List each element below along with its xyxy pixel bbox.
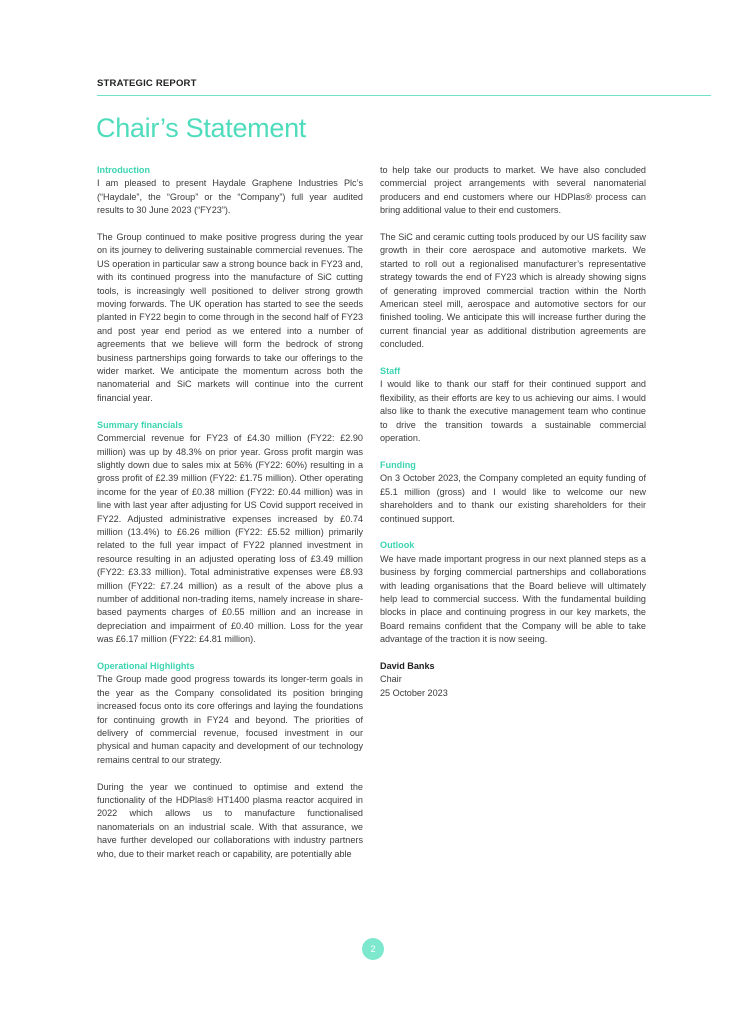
left-column (97, 164, 363, 874)
signatory-role: Chair (380, 674, 402, 685)
summary-financials-heading: Summary financials (97, 419, 183, 430)
page-title: Chair’s Statement (96, 113, 307, 143)
summary-financials-paragraph: Commercial revenue for FY23 of £4.30 million (FY22: £2.90 million) was up by 48.3% on prior year. Gross profit margin was slightly down due to sales mix at 56% (FY22: 60%) resulting in a gross profit of £2.39 million (FY22: £1.75 million). Other operating income for the year of £0.38 million (FY22: £0.44 million) was in line with last year after adjusting for US Covid support received in FY22. Adjusted administrative expenses increased by £0.74 million (13.4%) to £6.26 million (FY22: £5.52 million) primarily related to the full year impact of FY22 planned investment in resource resulting in an adjusted operating loss of £3.49 million (FY22: £3.33 million). Total administrative expenses were £8.93 million (FY22: £7.24 million) as a result of the above plus a number of additional non-trading items, namely increase in share-based payments charges of £0.55 million and an increase in depreciation and impairment of £0.40 million. Loss for the year was £6.17 million (FY22: £4.81 million). (97, 433, 363, 645)
staff-heading: Staff (380, 366, 401, 377)
funding-heading: Funding (380, 459, 416, 470)
continuation-paragraph: The SiC and ceramic cutting tools produced by our US facility saw growth in their core aerospace and automotive markets. We started to roll out a regionalised manufacturer’s representative strategy towards the end of FY23 which is already showing signs of generating improved commercial traction within the North American steel mill, aerospace and automotive sectors for our finished tooling. We anticipate this will increase further during the current financial year as additional distribution agreements are concluded. (380, 232, 646, 350)
outlook-section (380, 539, 646, 646)
signature-block (380, 660, 646, 700)
introduction-heading: Introduction (97, 165, 151, 175)
outlook-paragraph: We have made important progress in our next planned steps as a business by forging commercial partnerships and collaborations with leading organisations that the Board believe will ultimately help lead to commercial success. With the fundamental building blocks in place and continuing progress in our key markets, the Board remains confident that the Company will be able to take advantage of the traction it is now seeing. (380, 553, 646, 645)
staff-paragraph: I would like to thank our staff for their continued support and flexibility, as their efforts are key to us achieving our aims. I would also like to thank the executive management team who continue to drive the transition towards a sustainable commercial operation. (380, 379, 646, 444)
summary-financials-section (97, 419, 363, 647)
section-label: STRATEGIC REPORT (97, 78, 197, 89)
funding-paragraph: On 3 October 2023, the Company completed an equity funding of £5.1 million (gross) and I would like to welcome our new shareholders and to thank our existing shareholders for their continued support. (380, 473, 646, 524)
operational-highlights-paragraph: During the year we continued to optimise and extend the functionality of the HDPlas® HT1400 plasma reactor acquired in 2022 which allows us to manufacture functionalised nanomaterials on an industrial scale. With that assurance, we have further developed our collaborations with industry partners who, due to their market reach or capability, are potentially able (97, 781, 363, 859)
outlook-heading: Outlook (380, 540, 415, 551)
introduction-section (97, 164, 363, 405)
operational-highlights-paragraph: The Group made good progress towards its longer-term goals in the year as the Company consolidated its position bringing increased focus onto its core offerings and laying the foundations for continuing growth in FY24 and beyond. The priorities of delivery of commercial revenue, focused investment in our physical and human capacity and development of our technology remains central to our strategy. (97, 674, 363, 765)
staff-section (380, 365, 646, 445)
signature-date: 25 October 2023 (380, 687, 448, 698)
funding-section (380, 459, 646, 526)
continuation-paragraph: to help take our products to market. We have also concluded commercial project arrangements with several nanomaterial producers and end customers where our HDPlas® process can bring additional value to their end customers. (380, 165, 646, 216)
introduction-paragraph: I am pleased to present Haydale Graphene Industries Plc’s (“Haydale”, the “Group” or the “Company”) full year audited results to 30 June 2023 (“FY23”). (97, 178, 363, 216)
header-divider (97, 95, 711, 96)
continuation-section (380, 164, 646, 352)
page-number-badge: 2 (362, 938, 384, 960)
operational-highlights-heading: Operational Highlights (97, 660, 195, 671)
signatory-name: David Banks (380, 660, 435, 671)
right-column (380, 164, 646, 700)
introduction-paragraph: The Group continued to make positive progress during the year on its journey to delivering sustainable commercial revenues. The US operation in particular saw a strong bounce back in FY23 and, with its continued progress into the manufacture of SiC cutting tools, is increasingly well positioned to deliver strong growth moving forwards. The UK operation has started to see the seeds planted in FY22 begin to come through in the second half of FY23 and post year end period as we entered into a number of agreements that we believe will form the bedrock of strong business partnerships going forwards to take our offerings to the wider market. We anticipate the momentum across both the nanomaterial and SiC markets will continue into the current financial year. (97, 232, 363, 403)
operational-highlights-section (97, 660, 363, 861)
